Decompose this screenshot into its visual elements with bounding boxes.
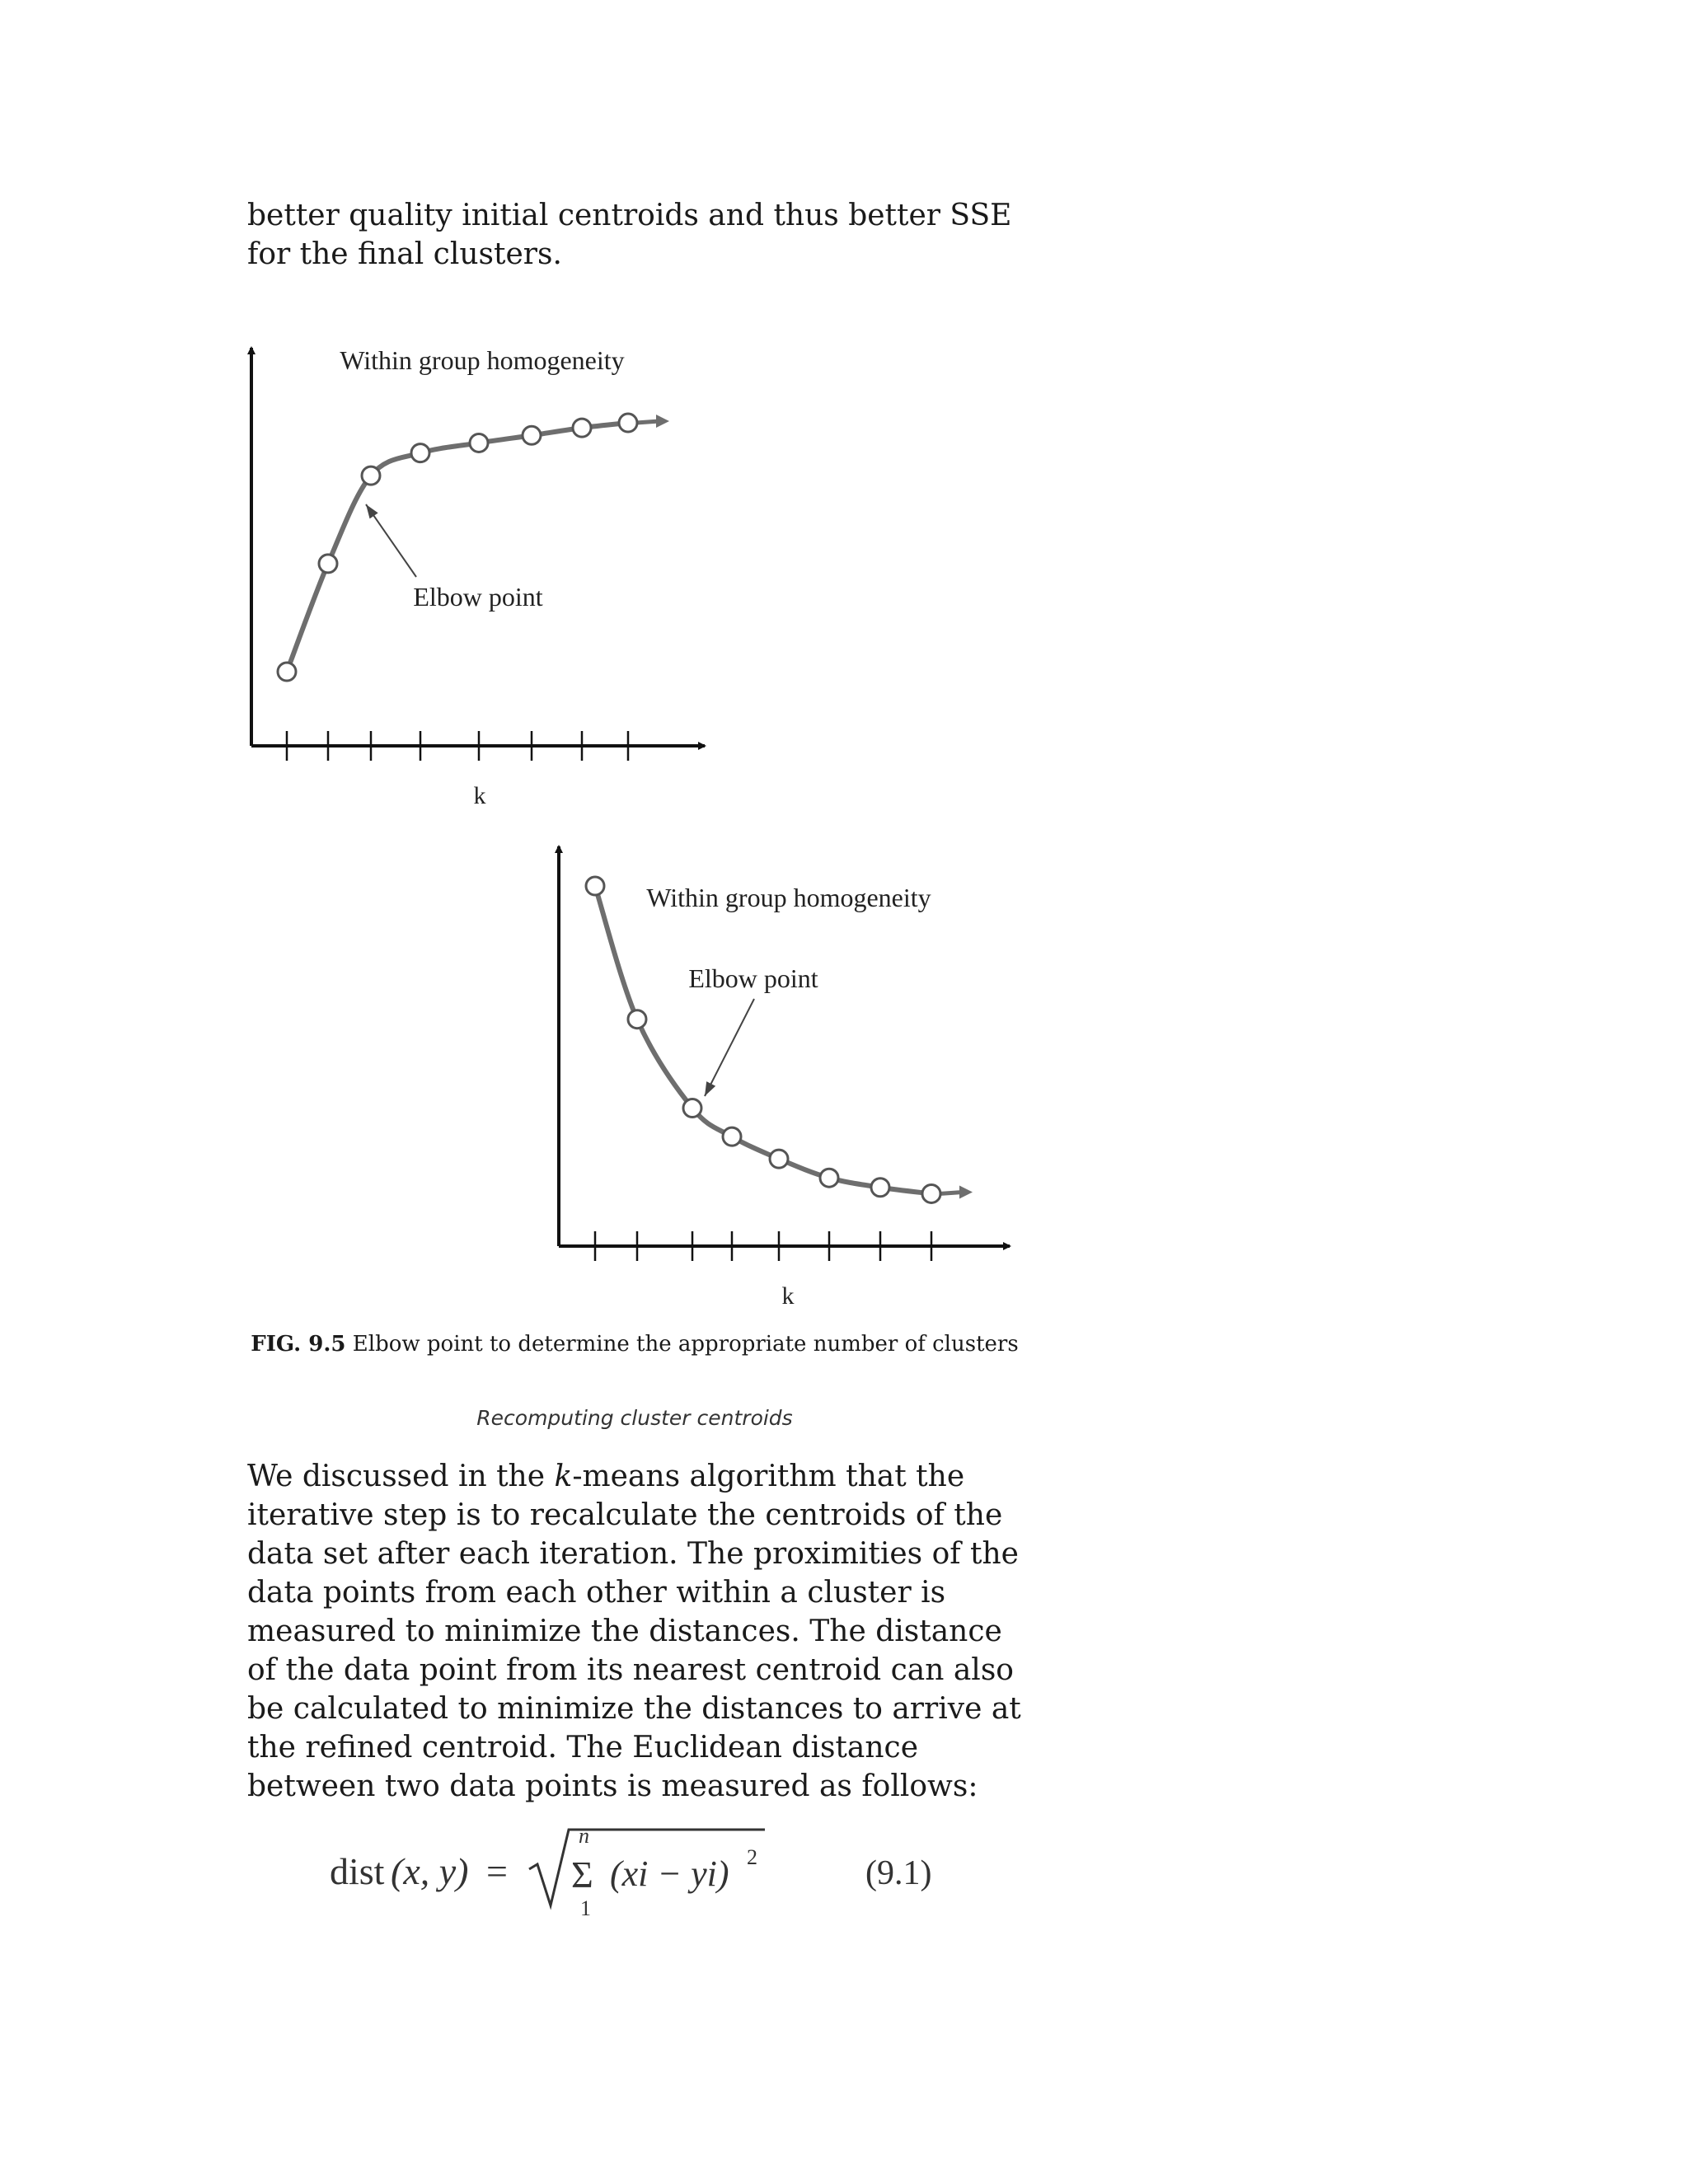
data-point-6 xyxy=(820,1169,838,1187)
x-axis-label: k xyxy=(781,1282,795,1310)
elbow-chart-increasing xyxy=(251,345,705,809)
data-point-5 xyxy=(470,434,488,452)
data-point-3 xyxy=(362,466,380,485)
curve-arrowhead xyxy=(959,1185,973,1198)
curve-arrowhead xyxy=(656,415,669,428)
curve-continuation xyxy=(940,1192,963,1193)
data-point-7 xyxy=(871,1179,889,1197)
equation-arguments: (x, y) xyxy=(391,1850,469,1892)
euclidean-distance-equation xyxy=(0,1805,1688,1937)
equation-term: (xi − yi) xyxy=(610,1854,729,1894)
elbow-chart-decreasing xyxy=(559,846,1010,1310)
body-text-rest: -means algorithm that the iterative step is to recalculate the centroids of the data set after each iteration. The proximities of the data points from each other within a cluster is measured to minimize the distances. The distance of the data point from its nearest centroid can also be calculated to minimize the distances to arrive at the refined centroid. The Euclidean distance between two data points is measured as follows: xyxy=(247,1460,1021,1803)
data-point-2 xyxy=(319,555,337,573)
data-point-3 xyxy=(683,1099,701,1118)
figure-caption xyxy=(0,1332,1269,1357)
elbow-annotation: Elbow point xyxy=(688,963,818,993)
body-text-start: We discussed in the xyxy=(247,1460,555,1493)
x-axis-label: k xyxy=(473,782,486,809)
data-point-2 xyxy=(628,1010,646,1029)
data-point-8 xyxy=(619,414,637,432)
curve-continuation xyxy=(636,421,659,423)
sigma-symbol: Σ xyxy=(571,1854,593,1896)
data-point-6 xyxy=(523,426,541,444)
elbow-arrow xyxy=(705,999,754,1096)
data-point-7 xyxy=(573,419,591,437)
y-axis-label: Within group homogeneity xyxy=(646,883,931,912)
data-point-4 xyxy=(411,444,429,462)
data-point-5 xyxy=(770,1150,788,1168)
elbow-arrowhead xyxy=(705,1081,715,1096)
body-paragraph xyxy=(247,1457,1039,1806)
equation-equals: = xyxy=(486,1850,508,1892)
elbow-annotation: Elbow point xyxy=(413,582,543,612)
sum-upper-limit: n xyxy=(579,1824,589,1848)
data-point-1 xyxy=(278,663,296,681)
body-text-italic-k: k xyxy=(554,1460,573,1493)
figure-caption-text: Elbow point to determine the appropriate number of clusters xyxy=(352,1332,1019,1357)
elbow-arrowhead xyxy=(366,504,378,518)
section-heading: Recomputing cluster centroids xyxy=(476,1406,793,1430)
equation-number: (9.1) xyxy=(865,1854,932,1892)
figure-label: FIG. 9.5 xyxy=(251,1332,346,1357)
data-point-8 xyxy=(922,1184,940,1202)
sum-lower-limit: 1 xyxy=(580,1896,591,1920)
series-curve xyxy=(595,886,931,1193)
series-curve xyxy=(287,423,628,672)
equation-power: 2 xyxy=(747,1845,757,1869)
data-point-4 xyxy=(723,1127,741,1146)
equation-function: dist xyxy=(330,1850,385,1892)
intro-paragraph: better quality initial centroids and thus better SSE for the final clusters. xyxy=(247,199,1012,271)
data-point-1 xyxy=(586,877,604,895)
y-axis-label: Within group homogeneity xyxy=(340,345,625,375)
